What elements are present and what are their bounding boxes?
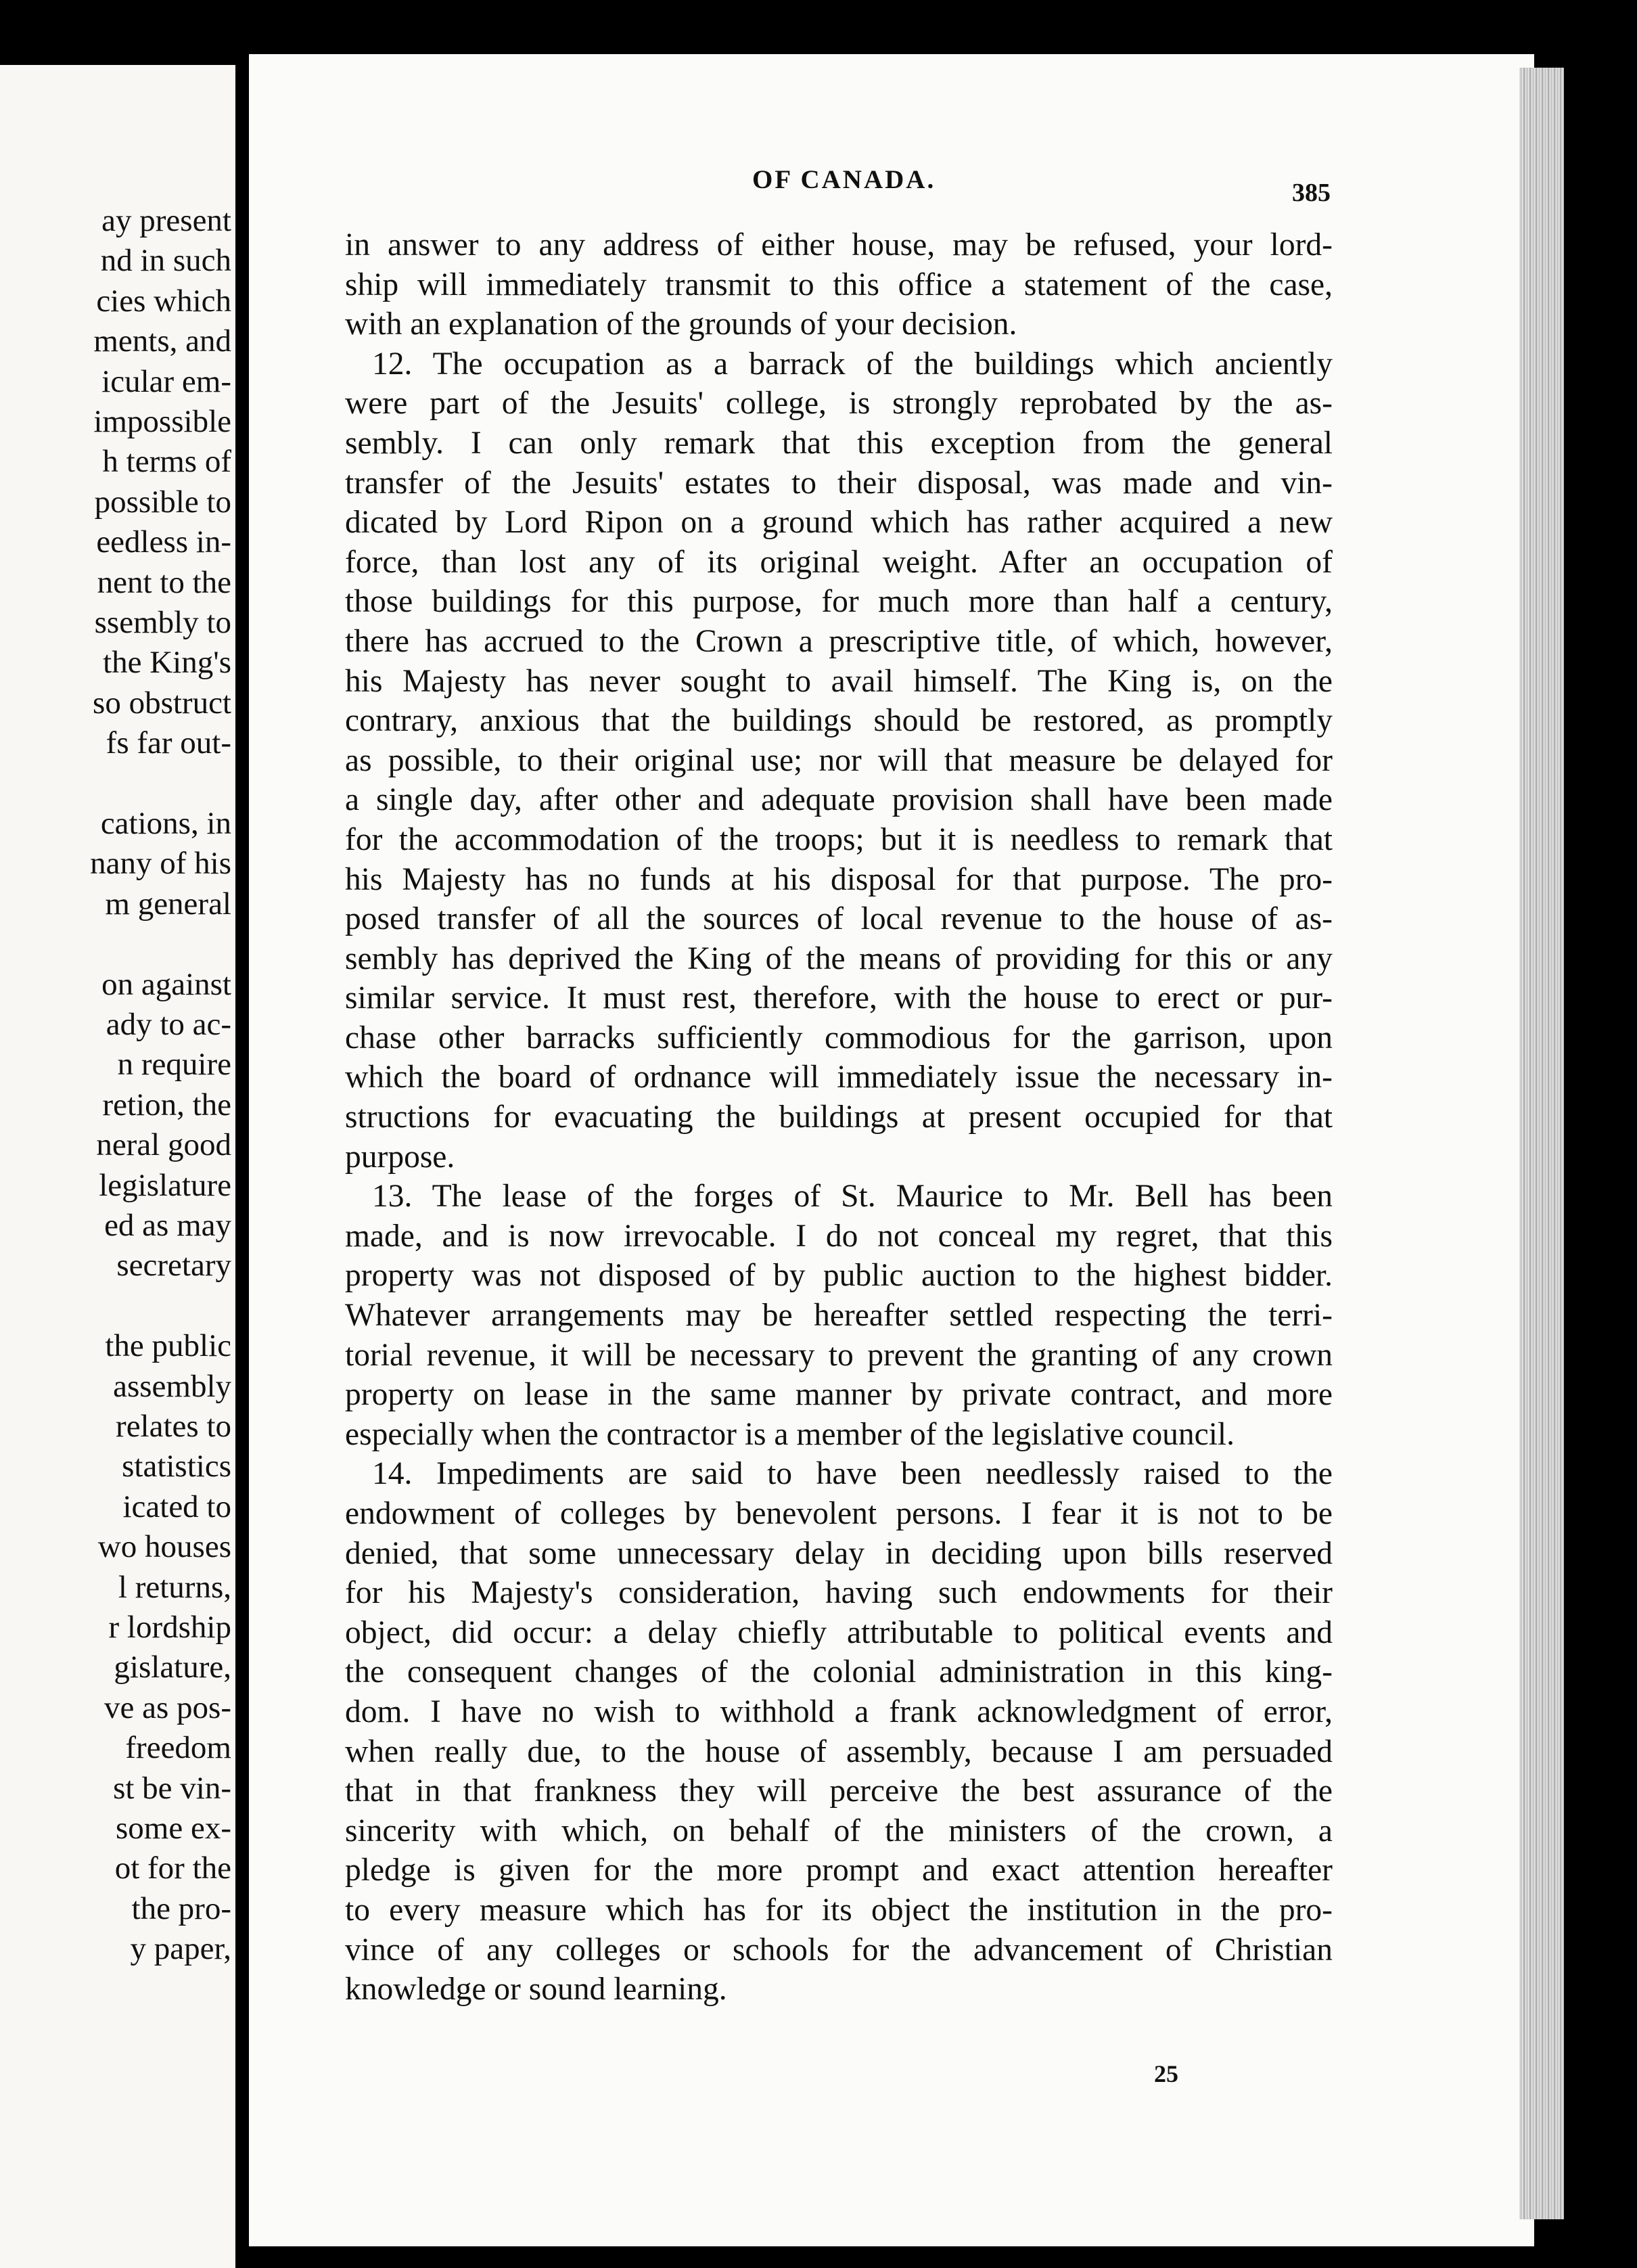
text-line: that in that frankness they will perceive the best assurance of the	[345, 1773, 1333, 1809]
left-page-line: some ex-	[116, 1811, 231, 1846]
left-page-line: so obstruct	[93, 685, 231, 721]
left-page-line: m general	[105, 886, 231, 922]
text-line: dom. I have no wish to withhold a frank acknowledgment of error,	[345, 1694, 1333, 1729]
left-page-line: n require	[117, 1047, 231, 1083]
text-line: with an explanation of the grounds of your decision.	[345, 307, 1017, 342]
text-line: as possible, to their original use; nor will that measure be delayed for	[345, 742, 1333, 778]
text-line: similar service. It must rest, therefore, with the house to erect or pur-	[345, 980, 1333, 1016]
left-page-line: r lordship	[108, 1610, 231, 1645]
text-line: sincerity with which, on behalf of the ministers of the crown, a	[345, 1813, 1333, 1849]
left-page-line: ve as pos-	[104, 1689, 231, 1725]
text-line: those buildings for this purpose, for much more than half a century,	[345, 584, 1333, 620]
text-line: Whatever arrangements may be hereafter settled respecting the terri-	[345, 1298, 1333, 1334]
left-page-line: retion, the	[102, 1087, 231, 1122]
text-line: structions for evacuating the buildings at present occupied for that	[345, 1099, 1333, 1135]
left-page-line: legislature	[99, 1167, 231, 1203]
text-line: especially when the contractor is a member of the legislative council.	[345, 1416, 1235, 1452]
text-line: his Majesty has no funds at his disposal for that purpose. The pro-	[345, 861, 1333, 897]
left-page-line: y paper,	[130, 1931, 231, 1967]
running-header: OF CANADA.	[752, 165, 936, 194]
left-page-line: statistics	[122, 1449, 231, 1484]
left-page-line: ed as may	[104, 1208, 231, 1243]
left-page-line: gislature,	[114, 1650, 231, 1685]
left-page-line: freedom	[125, 1730, 231, 1766]
text-line: 12. The occupation as a barrack of the buildings which anciently	[372, 346, 1333, 382]
left-page-line: the King's	[103, 645, 231, 681]
left-page-line: h terms of	[102, 444, 231, 480]
left-page-line: fs far out-	[106, 725, 231, 761]
left-page-line: the pro-	[131, 1890, 231, 1926]
left-page-line: st be vin-	[113, 1770, 231, 1806]
text-line: there has accrued to the Crown a prescriptive title, of which, however,	[345, 623, 1333, 659]
text-line: property was not disposed of by public auction to the highest bidder.	[345, 1258, 1333, 1294]
text-line: endowment of colleges by benevolent persons. I fear it is not to be	[345, 1496, 1333, 1531]
left-page-line: on against	[101, 966, 231, 1002]
text-line: dicated by Lord Ripon on a ground which has rather acquired a new	[345, 505, 1333, 541]
text-line: sembly has deprived the King of the means of providing for this or any	[345, 940, 1333, 976]
left-page-line: eedless in-	[96, 524, 231, 560]
text-line: knowledge or sound learning.	[345, 1972, 727, 2008]
text-line: the consequent changes of the colonial administration in this king-	[345, 1654, 1333, 1690]
text-line: were part of the Jesuits' college, is strongly reprobated by the as-	[345, 386, 1333, 422]
text-line: transfer of the Jesuits' estates to their disposal, was made and vin-	[345, 465, 1333, 501]
text-line: a single day, after other and adequate provision shall have been made	[345, 782, 1333, 818]
body-text	[345, 225, 1333, 2010]
text-line: in answer to any address of either house, may be refused, your lord-	[345, 227, 1333, 263]
left-page-line: secretary	[116, 1248, 231, 1284]
text-line: when really due, to the house of assembly, because I am persuaded	[345, 1733, 1333, 1769]
text-line: posed transfer of all the sources of local revenue to the house of as-	[345, 901, 1333, 937]
left-page-fragment	[0, 65, 235, 2268]
text-line: object, did occur: a delay chiefly attributable to political events and	[345, 1614, 1333, 1650]
text-line: denied, that some unnecessary delay in deciding upon bills reserved	[345, 1535, 1333, 1571]
left-page-line: ssembly to	[94, 605, 231, 640]
left-page-line: icular em-	[101, 363, 231, 399]
text-line: force, than lost any of its original weight. After an occupation of	[345, 544, 1333, 580]
left-page-line: ot for the	[114, 1851, 231, 1886]
left-page-line: relates to	[116, 1409, 231, 1444]
left-page-line: impossible	[93, 404, 231, 439]
left-page-line: cies which	[96, 283, 231, 319]
signature-mark: 25	[1154, 2060, 1178, 2087]
text-line: made, and is now irrevocable. I do not conceal my regret, that this	[345, 1218, 1333, 1254]
page-edges	[1519, 68, 1564, 2219]
left-page-line: ments, and	[93, 323, 231, 359]
text-line: to every measure which has for its object the institution in the pro-	[345, 1892, 1333, 1928]
left-page-line: assembly	[113, 1368, 231, 1404]
text-line: ship will immediately transmit to this office a statement of the case,	[345, 267, 1333, 302]
text-line: torial revenue, it will be necessary to prevent the granting of any crown	[345, 1337, 1333, 1373]
text-line: contrary, anxious that the buildings should be restored, as promptly	[345, 703, 1333, 739]
left-page-line: cations, in	[100, 806, 231, 841]
left-page-line: neral good	[96, 1127, 231, 1163]
text-line: 13. The lease of the forges of St. Maurice to Mr. Bell has been	[372, 1179, 1333, 1215]
text-line: sembly. I can only remark that this exception from the general	[345, 425, 1333, 461]
text-line: property on lease in the same manner by private contract, and more	[345, 1377, 1333, 1413]
left-page-line: nent to the	[97, 564, 231, 600]
left-page-line: the public	[105, 1328, 231, 1364]
page-number: 385	[1292, 179, 1331, 207]
text-line: for his Majesty's consideration, having such endowments for their	[345, 1575, 1333, 1611]
text-line: chase other barracks sufficiently commodious for the garrison, upon	[345, 1020, 1333, 1056]
left-page-line: wo houses	[97, 1529, 231, 1565]
left-page-line: nany of his	[90, 846, 231, 882]
left-page-line: icated to	[122, 1489, 231, 1524]
text-line: purpose.	[345, 1139, 455, 1175]
text-line: vince of any colleges or schools for the advancement of Christian	[345, 1932, 1333, 1968]
left-page-line: l returns,	[118, 1569, 231, 1605]
text-line: 14. Impediments are said to have been needlessly raised to the	[372, 1456, 1333, 1492]
text-line: for the accommodation of the troops; but it is needless to remark that	[345, 821, 1333, 857]
left-page-line: ay present	[101, 203, 231, 238]
text-line: pledge is given for the more prompt and exact attention hereafter	[345, 1853, 1333, 1888]
text-line: his Majesty has never sought to avail himself. The King is, on the	[345, 663, 1333, 699]
text-line: which the board of ordnance will immediately issue the necessary in-	[345, 1060, 1333, 1095]
left-page-line: ady to ac-	[106, 1007, 231, 1042]
left-page-line: nd in such	[100, 243, 231, 279]
left-page-line: possible to	[94, 484, 231, 520]
